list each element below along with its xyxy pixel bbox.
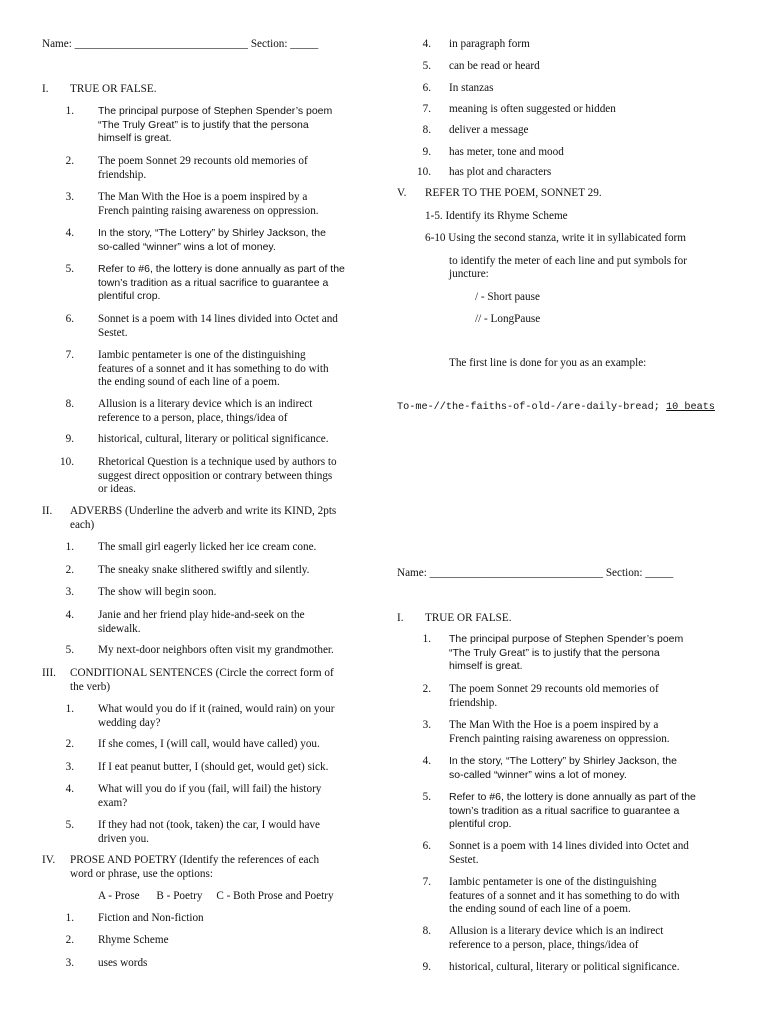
item-number: 2. [422, 683, 431, 695]
item-number: 7. [422, 103, 431, 115]
item-number: 5. [422, 60, 431, 72]
item-number: 3. [65, 761, 74, 773]
item-number: 5. [65, 644, 74, 656]
item-text-line: The poem Sonnet 29 recounts old memories of [449, 683, 659, 695]
item-text-line: Refer to #6, the lottery is done annually as part of the [98, 263, 345, 275]
section-heading-sonnet [397, 187, 602, 199]
item-text-line: Janie and her friend play hide-and-seek on the [98, 609, 305, 621]
item-text-line: If I eat peanut butter, I (should get, would get) sick. [98, 761, 329, 773]
section-title: ADVERBS (Underline the adverb and write its KIND, 2pts [70, 505, 337, 517]
item-text-line: Rhyme Scheme [98, 934, 169, 946]
item-text-line: has plot and characters [449, 166, 552, 178]
item-number: 3. [65, 191, 74, 203]
item-text-line: meaning is often suggested or hidden [449, 103, 616, 115]
instruction-juncture: juncture: [449, 268, 489, 280]
item-text-line: driven you. [98, 832, 149, 845]
section-title: TRUE OR FALSE. [70, 83, 157, 95]
item-number: 9. [422, 146, 431, 158]
section-number: III. [42, 667, 56, 679]
item-text-line: features of a sonnet and it has something to do with [449, 889, 680, 902]
item-text-line: In stanzas [449, 82, 494, 94]
item-number: 1. [65, 541, 74, 553]
item-text-line: historical, cultural, literary or political significance. [98, 433, 329, 445]
item-number: 3. [65, 586, 74, 598]
item-text-line: so-called “winner” wins a lot of money. [98, 240, 276, 253]
section-title-continued: word or phrase, use the options: [70, 868, 213, 880]
item-number: 6. [65, 313, 74, 325]
item-text-line: If she comes, I (will call, would have called) you. [98, 738, 320, 750]
item-text-line: The Man With the Hoe is a poem inspired by a [98, 191, 308, 203]
item-text-line: In the story, “The Lottery” by Shirley Jackson, the [98, 227, 326, 239]
item-text-line: or ideas. [98, 483, 136, 496]
item-text-line: suggest direct opposition or contrary between things [98, 469, 333, 482]
syllabicated-line: To-me-//the-faiths-of-old-/are-daily-bread; [397, 402, 660, 413]
example-instruction: The first line is done for you as an example: [449, 357, 647, 369]
item-number: 2. [65, 564, 74, 576]
item-text-line: has meter, tone and mood [449, 146, 564, 158]
item-number: 1. [65, 912, 74, 924]
item-text-line: Sestet. [449, 853, 479, 866]
item-text-line: “The Truly Great” is to justify that the persona [98, 118, 309, 131]
item-number: 5. [65, 819, 74, 831]
item-text-line: Rhetorical Question is a technique used by authors to [98, 456, 337, 468]
item-text-line: himself is great. [98, 132, 172, 145]
short-pause-legend: / - Short pause [475, 291, 540, 303]
section-heading-true-false-2 [397, 612, 512, 624]
item-text-line: In the story, “The Lottery” by Shirley Jackson, the [449, 755, 677, 767]
item-number: 3. [422, 719, 431, 731]
beats-count: 10 beats [666, 402, 715, 413]
item-number: 4. [65, 609, 74, 621]
item-number: 8. [422, 925, 431, 937]
item-number: 5. [65, 263, 74, 275]
item-text-line: Refer to #6, the lottery is done annually as part of the [449, 791, 696, 803]
section-title-continued: each) [70, 519, 95, 531]
section-title-continued: the verb) [70, 681, 111, 693]
syllabicated-example [397, 402, 715, 413]
item-number: 9. [422, 961, 431, 973]
section-title: PROSE AND POETRY (Identify the references of each [70, 854, 320, 866]
item-text-line: “The Truly Great” is to justify that the persona [449, 646, 660, 659]
item-text-line: Iambic pentameter is one of the distinguishing [98, 349, 306, 361]
section-title: REFER TO THE POEM, SONNET 29. [425, 187, 602, 199]
item-text-line: French painting raising awareness on oppression. [449, 732, 670, 745]
item-text-line: Iambic pentameter is one of the distinguishing [449, 876, 657, 888]
item-text-line: himself is great. [449, 660, 523, 673]
item-text-line: What will you do if you (fail, will fail) the history [98, 783, 322, 795]
item-text-line: The principal purpose of Stephen Spender’s poem [98, 105, 333, 117]
item-number: 1. [65, 703, 74, 715]
item-number: 6. [422, 82, 431, 94]
item-number: 5. [422, 791, 431, 803]
item-number: 4. [422, 755, 431, 767]
section-number: I. [397, 612, 404, 624]
item-text-line: deliver a message [449, 124, 529, 136]
long-pause-legend: // - LongPause [475, 313, 541, 325]
item-text-line: Allusion is a literary device which is an indirect [449, 925, 664, 937]
item-text-line: town’s tradition as a ritual sacrifice to guarantee a [449, 804, 680, 817]
item-number: 7. [422, 876, 431, 888]
section-title: TRUE OR FALSE. [425, 612, 512, 624]
item-number: 7. [65, 349, 74, 361]
item-text-line: plentiful crop. [98, 290, 161, 303]
item-text-line: uses words [98, 957, 148, 969]
item-text-line: The Man With the Hoe is a poem inspired by a [449, 719, 659, 731]
item-text-line: exam? [98, 796, 128, 809]
item-text-line: If they had not (took, taken) the car, I would have [98, 819, 320, 831]
item-number: 2. [65, 155, 74, 167]
item-text-line: What would you do if it (rained, would rain) on your [98, 703, 335, 715]
section-title: CONDITIONAL SENTENCES (Circle the correct form of [70, 667, 334, 679]
item-text-line: wedding day? [98, 716, 161, 729]
name-section-line: Name: _______________________________ Section: _____ [42, 38, 319, 50]
instruction-syllabicate: 6-10 Using the second stanza, write it in syllabicated form [425, 232, 686, 244]
item-text-line: so-called “winner” wins a lot of money. [449, 768, 627, 781]
instruction-meter: to identify the meter of each line and put symbols for [449, 255, 687, 267]
item-text-line: sidewalk. [98, 622, 141, 635]
item-text-line: Sonnet is a poem with 14 lines divided into Octet and [449, 840, 689, 852]
item-text-line: the ending sound of each line of a poem. [449, 903, 631, 916]
section-number: V. [397, 187, 407, 199]
item-text-line: reference to a person, place, things/idea of [98, 411, 288, 424]
item-number: 8. [422, 124, 431, 136]
section-number: I. [42, 83, 49, 95]
section-heading-conditional [42, 667, 334, 679]
item-text-line: French painting raising awareness on oppression. [98, 204, 319, 217]
item-text-line: in paragraph form [449, 38, 530, 50]
item-number: 10. [60, 456, 74, 468]
item-text-line: reference to a person, place, things/idea of [449, 938, 639, 951]
answer-options: A - Prose B - Poetry C - Both Prose and Poetry [98, 890, 334, 902]
item-text-line: The principal purpose of Stephen Spender’s poem [449, 633, 684, 645]
section-number: IV. [42, 854, 56, 866]
name-section-line-2: Name: _______________________________ Section: _____ [397, 567, 674, 579]
item-text-line: The sneaky snake slithered swiftly and silently. [98, 564, 310, 576]
item-text-line: town’s tradition as a ritual sacrifice to guarantee a [98, 276, 329, 289]
item-text-line: historical, cultural, literary or political significance. [449, 961, 680, 973]
item-number: 10. [417, 166, 431, 178]
item-text-line: the ending sound of each line of a poem. [98, 376, 280, 389]
item-number: 1. [65, 105, 74, 117]
item-text-line: The poem Sonnet 29 recounts old memories of [98, 155, 308, 167]
section-heading-adverbs [42, 505, 336, 517]
item-number: 2. [65, 738, 74, 750]
item-text-line: friendship. [449, 696, 498, 709]
item-text-line: The small girl eagerly licked her ice cream cone. [98, 541, 317, 553]
item-number: 2. [65, 934, 74, 946]
item-number: 4. [422, 38, 431, 50]
item-text-line: My next-door neighbors often visit my grandmother. [98, 644, 334, 656]
instruction-rhyme-scheme: 1-5. Identify its Rhyme Scheme [425, 210, 568, 222]
section-heading-prose-poetry [42, 854, 319, 866]
item-text-line: Fiction and Non-fiction [98, 912, 204, 924]
item-number: 4. [65, 227, 74, 239]
item-number: 1. [422, 633, 431, 645]
section-number: II. [42, 505, 53, 517]
item-number: 6. [422, 840, 431, 852]
section-heading-true-false [42, 83, 157, 95]
item-number: 9. [65, 433, 74, 445]
item-number: 8. [65, 398, 74, 410]
item-number: 3. [65, 957, 74, 969]
item-text-line: features of a sonnet and it has something to do with [98, 362, 329, 375]
item-number: 4. [65, 783, 74, 795]
item-text-line: Allusion is a literary device which is an indirect [98, 398, 313, 410]
item-text-line: Sonnet is a poem with 14 lines divided into Octet and [98, 313, 338, 325]
item-text-line: Sestet. [98, 326, 128, 339]
item-text-line: plentiful crop. [449, 818, 512, 831]
item-text-line: can be read or heard [449, 60, 540, 72]
item-text-line: friendship. [98, 168, 147, 181]
item-text-line: The show will begin soon. [98, 586, 217, 598]
